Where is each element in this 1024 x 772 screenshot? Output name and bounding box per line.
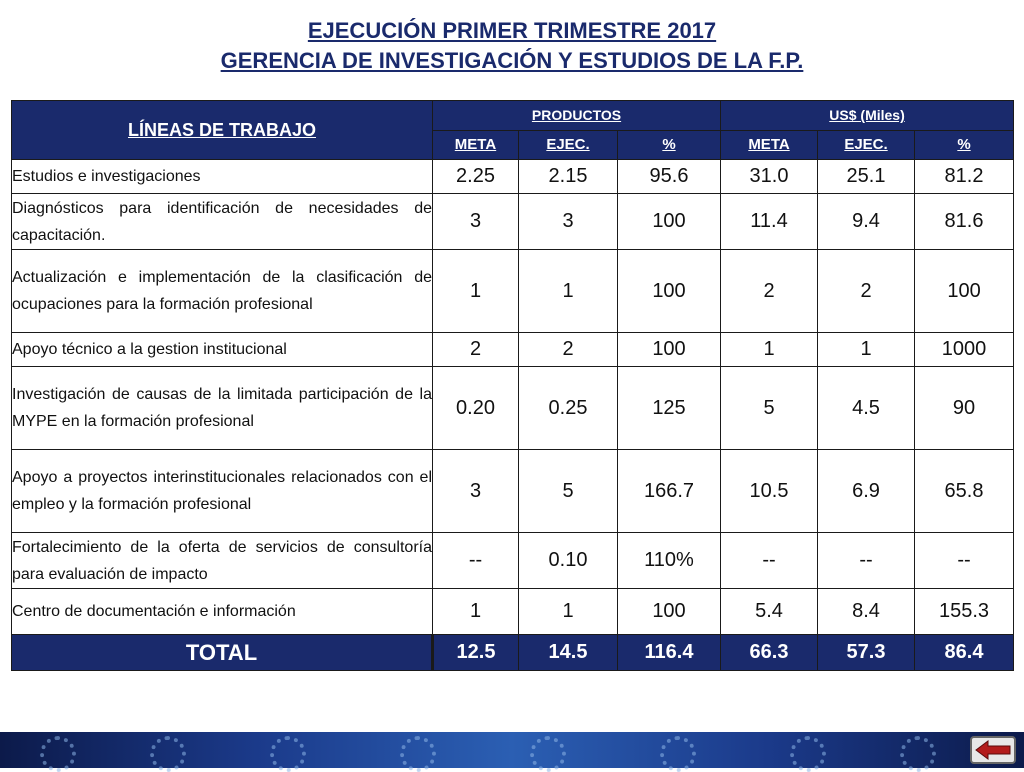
- row-value: 3: [519, 194, 618, 250]
- row-value: 4.5: [818, 367, 915, 450]
- row-value: 100: [618, 589, 721, 635]
- row-value: 10.5: [721, 450, 818, 533]
- total-label: TOTAL: [12, 635, 433, 671]
- header-lineas-de-trabajo: LÍNEAS DE TRABAJO: [12, 101, 433, 160]
- row-label: Actualización e implementación de la clasificación de ocupaciones para la formación profesional: [12, 250, 433, 333]
- row-value: 125: [618, 367, 721, 450]
- row-value: 25.1: [818, 160, 915, 194]
- subheader-pct-productos: %: [618, 130, 721, 160]
- row-value: 100: [915, 250, 1014, 333]
- row-value: 5: [721, 367, 818, 450]
- table-row: [12, 160, 1014, 194]
- row-value: 11.4: [721, 194, 818, 250]
- row-value: 8.4: [818, 589, 915, 635]
- row-value: 2: [433, 333, 519, 367]
- row-value: 166.7: [618, 450, 721, 533]
- row-label: Investigación de causas de la limitada participación de la MYPE en la formación profesional: [12, 367, 433, 450]
- row-value: 2: [519, 333, 618, 367]
- row-value: 1: [519, 589, 618, 635]
- row-value: 81.6: [915, 194, 1014, 250]
- total-value: 66.3: [721, 635, 818, 671]
- row-value: 31.0: [721, 160, 818, 194]
- row-value: 1: [433, 589, 519, 635]
- table-body: [12, 160, 1014, 635]
- execution-table: [11, 100, 1014, 671]
- row-value: 6.9: [818, 450, 915, 533]
- row-value: 2.25: [433, 160, 519, 194]
- gear-decoration-icon: [530, 736, 566, 772]
- row-value: 90: [915, 367, 1014, 450]
- table-row: [12, 367, 1014, 450]
- row-value: 1000: [915, 333, 1014, 367]
- row-value: 2: [721, 250, 818, 333]
- gear-decoration-icon: [270, 736, 306, 772]
- row-value: 100: [618, 250, 721, 333]
- total-value: 57.3: [818, 635, 915, 671]
- row-value: --: [915, 533, 1014, 589]
- subheader-ejec-usd: EJEC.: [818, 130, 915, 160]
- row-value: 1: [818, 333, 915, 367]
- row-value: 100: [618, 194, 721, 250]
- back-arrow-icon: [972, 738, 1014, 762]
- slide-title: [0, 16, 1024, 76]
- row-value: 1: [721, 333, 818, 367]
- title-line-2: GERENCIA DE INVESTIGACIÓN Y ESTUDIOS DE LA F.P.: [220, 48, 804, 73]
- row-value: 0.25: [519, 367, 618, 450]
- header-usd-miles: US$ (Miles): [721, 101, 1014, 131]
- row-value: --: [818, 533, 915, 589]
- table-row: [12, 533, 1014, 589]
- row-value: 110%: [618, 533, 721, 589]
- footer-banner: [0, 732, 1024, 768]
- subheader-ejec-productos: EJEC.: [519, 130, 618, 160]
- title-line-1: EJECUCIÓN PRIMER TRIMESTRE 2017: [307, 18, 717, 43]
- gear-decoration-icon: [790, 736, 826, 772]
- subheader-pct-usd: %: [915, 130, 1014, 160]
- row-label: Centro de documentación e información: [12, 589, 433, 635]
- row-value: 3: [433, 450, 519, 533]
- row-value: 81.2: [915, 160, 1014, 194]
- header-productos: PRODUCTOS: [433, 101, 721, 131]
- subheader-meta-usd: META: [721, 130, 818, 160]
- gear-decoration-icon: [40, 736, 76, 772]
- gear-decoration-icon: [150, 736, 186, 772]
- gear-decoration-icon: [660, 736, 696, 772]
- total-value: 86.4: [915, 635, 1014, 671]
- row-value: 2: [818, 250, 915, 333]
- row-value: 9.4: [818, 194, 915, 250]
- row-value: 5: [519, 450, 618, 533]
- row-value: 95.6: [618, 160, 721, 194]
- row-value: 5.4: [721, 589, 818, 635]
- row-value: 0.20: [433, 367, 519, 450]
- gear-decoration-icon: [400, 736, 436, 772]
- gear-decoration-icon: [900, 736, 936, 772]
- row-value: --: [433, 533, 519, 589]
- row-value: 1: [519, 250, 618, 333]
- total-value: 116.4: [618, 635, 721, 671]
- table-row: [12, 589, 1014, 635]
- total-value: 14.5: [519, 635, 618, 671]
- row-value: 65.8: [915, 450, 1014, 533]
- total-row: [12, 635, 1014, 671]
- row-value: 155.3: [915, 589, 1014, 635]
- row-label: Apoyo técnico a la gestion institucional: [12, 333, 433, 367]
- row-label: Fortalecimiento de la oferta de servicios de consultoría para evaluación de impacto: [12, 533, 433, 589]
- table-row: [12, 450, 1014, 533]
- table-row: [12, 194, 1014, 250]
- row-value: 0.10: [519, 533, 618, 589]
- back-button[interactable]: [970, 736, 1016, 764]
- row-label: Estudios e investigaciones: [12, 160, 433, 194]
- subheader-meta-productos: META: [433, 130, 519, 160]
- table-row: [12, 333, 1014, 367]
- row-value: 1: [433, 250, 519, 333]
- row-value: 100: [618, 333, 721, 367]
- row-label: Diagnósticos para identificación de necesidades de capacitación.: [12, 194, 433, 250]
- row-value: --: [721, 533, 818, 589]
- table-row: [12, 250, 1014, 333]
- row-value: 3: [433, 194, 519, 250]
- row-label: Apoyo a proyectos interinstitucionales relacionados con el empleo y la formación profesional: [12, 450, 433, 533]
- row-value: 2.15: [519, 160, 618, 194]
- total-value: 12.5: [433, 635, 519, 671]
